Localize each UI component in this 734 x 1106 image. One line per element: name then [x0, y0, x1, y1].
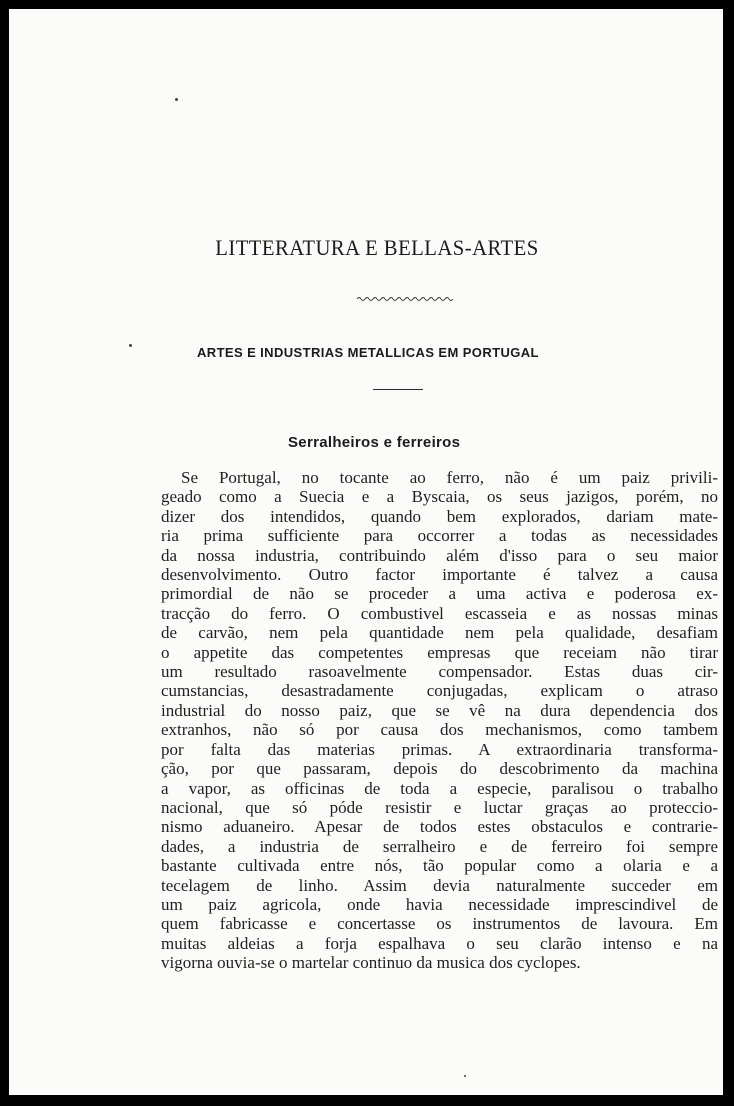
- paragraph-line: Se Portugal, no tocante ao ferro, não é um paiz privili-: [181, 468, 718, 487]
- paragraph-line: tecelagem de linho. Assim devia naturalmente succeder em: [161, 875, 718, 895]
- paragraph-line: de carvão, nem pela quantidade nem pela qualidade, desafiam: [161, 623, 718, 643]
- body-paragraph: [161, 468, 718, 973]
- paragraph-line: muitas aldeias a forja espalhava o seu clarão intenso e na: [161, 933, 718, 953]
- paragraph-line: nacional, que só póde resistir e luctar graças ao proteccio-: [161, 797, 718, 817]
- paragraph-line: desenvolvimento. Outro factor importante é talvez a causa: [161, 565, 718, 585]
- sub-heading: Serralheiros e ferreiros: [288, 434, 461, 451]
- paragraph-line: o appetite das competentes empresas que receiam não tirar: [161, 642, 718, 662]
- paragraph-line: vigorna ouvia-se o martelar continuo da musica dos cyclopes.: [161, 953, 581, 973]
- paragraph-line: um resultado rasoavelmente compensador. Estas duas cir-: [161, 662, 718, 682]
- print-speck: [175, 98, 178, 101]
- paragraph-line: dades, a industria de serralheiro e de ferreiro foi sempre: [161, 836, 718, 856]
- paragraph-line: dizer dos intendidos, quando bem explorados, dariam mate-: [161, 506, 718, 526]
- paragraph-line: extranhos, não só por causa dos mechanismos, como tambem: [161, 720, 718, 740]
- wavy-rule-ornament: [357, 296, 453, 302]
- paragraph-line: nismo aduaneiro. Apesar de todos estes obstaculos e contrarie-: [161, 817, 718, 837]
- paragraph-line: quem fabricasse e concertasse os instrumentos de lavoura. Em: [161, 914, 718, 934]
- paragraph-line: ção, por que passaram, depois do descobrimento da machina: [161, 759, 718, 779]
- paragraph-line: cumstancias, desastradamente conjugadas, explicam o atraso: [161, 681, 718, 701]
- paragraph-line: por falta das materias primas. A extraordinaria transforma-: [161, 739, 718, 759]
- print-speck: [464, 1075, 466, 1077]
- section-heading: ARTES E INDUSTRIAS METALLICAS EM PORTUGAL: [197, 345, 539, 360]
- paragraph-line: industrial do nosso paiz, que se vê na dura dependencia dos: [161, 700, 718, 720]
- paragraph-line: ria prima sufficiente para occorrer a todas as necessidades: [161, 526, 718, 546]
- short-rule-divider: [373, 389, 423, 390]
- paragraph-line: tracção do ferro. O combustivel escasseia e as nossas minas: [161, 603, 718, 623]
- print-speck: [129, 344, 132, 347]
- document-page: [9, 9, 723, 1095]
- paragraph-line: da nossa industria, contribuindo além d'isso para o seu maior: [161, 545, 718, 565]
- main-heading: LITTERATURA E BELLAS-ARTES: [215, 235, 539, 260]
- paragraph-line: a vapor, as officinas de toda a especie, paralisou o trabalho: [161, 778, 718, 798]
- paragraph-line: bastante cultivada entre nós, tão popular como a olaria e a: [161, 856, 718, 876]
- paragraph-line: primordial de não se proceder a uma activa e poderosa ex-: [161, 584, 718, 604]
- paragraph-line: geado como a Suecia e a Byscaia, os seus jazigos, porém, no: [161, 487, 718, 507]
- paragraph-line: um paiz agricola, onde havia necessidade imprescindivel de: [161, 894, 718, 914]
